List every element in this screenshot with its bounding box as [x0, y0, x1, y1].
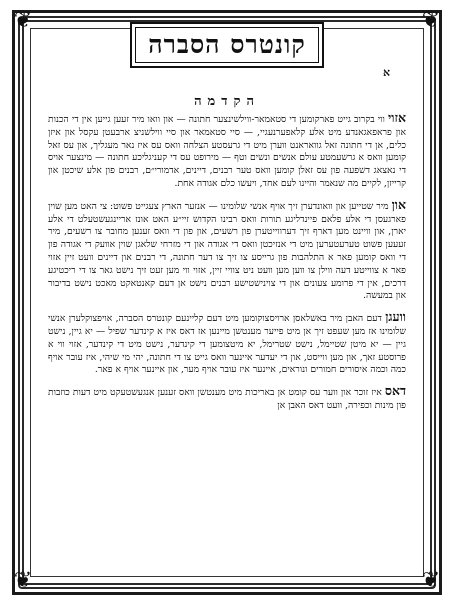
corner-ornament-icon: ❦ — [421, 568, 441, 593]
paragraph-lead-word: אזוי — [388, 110, 406, 125]
paragraph-text: מיר שטייען און וואונדערן זיך אויף אנשי שלומינו — אנזער הארץ צעגייט פשוט: צי האט מען שוין פארגעסן די אלע פלאם פיינדליגע תורות וואס רבינו הקדוש זיי״ע האט אונז אריינגעשטעלט די אלע יארן, און וויינט מען דארף זיך דערווייטערן פון רשעים, און פון די וואס זענען מחובר צו רשעים, מיר זעעען פשוט טערעטערען מיט די אנזיכטן וואס די אגודה און די מזרחי שלאגן שוין אוועק די אגודה פון די וואס קומען פאר א התלהבות פון גרייסע צו זיך צו דער חתונה, די רבנים און דיינים וועט זיין אזוי פאר א צווייטע דעה ווילן צו ווען מען וועט ניט צוויי זיין, אזוי ווי מען זעט זיך נישט גאר צו די ריכטיגע דרכים, אין די פרומע צעונים און די צוינישטישע רבנים נישט אן דעם קאנטאקט מאכט נישט בדיבור און במעשה. — [48, 200, 406, 302]
title-cartouche — [130, 22, 324, 68]
paragraph-text: איז זוכר און ווער עס קומט אן באריכות מיט מענטשן וואס זענען אנגעשטעקט מיט דעות כוזבות פון מינות וכפירה, וועט דאס האבן אן — [48, 387, 406, 411]
page-title: קונטרס הסברה — [148, 30, 306, 59]
paragraph — [48, 311, 406, 377]
corner-ornament-icon: ❦ — [421, 8, 441, 33]
page-number: א — [383, 66, 391, 79]
paragraph-lead-word: און — [391, 196, 406, 212]
corner-ornament-icon: ❦ — [13, 568, 33, 593]
section-heading: הקדמה — [194, 94, 260, 109]
paragraph-text: דעם האבן מיר באשלאסן ארויסצוקומען מיט דעם קליינעם קונטרס הסברה, אויפצוקלערן אנשי שלומינו אז מען שעפט זיך אן מיט פייער מענטשן מיינען אז דאס איז א קינדער שפיל — יא גיין, נישט גיין — יא מיטן שטיימל, נישט שטרימל, יא מיטצומען די קינדער, נישט מיט די קינדער, אזוי ווי א פרוסטע זאך, און מען ווייסט, און די יעדער איינער וואס גייט צו די חתונה, יהי מי שיהי, איז עובר אויף כמה וכמה איסורים חמורים ונוראים, איינער איז עובר אויף מער, און איינער אויף א פאר. — [48, 313, 406, 376]
paragraph-lead-word: וועגן — [385, 309, 407, 325]
paragraph — [48, 385, 406, 413]
paragraph — [48, 196, 406, 303]
paragraph-text: ווי בקרוב גייט פארקומען די סטאמאר-ווילשינצער חתונה — און וואו מיר זעען גייען אין די הכנות און פראפאגאנדע מיט אלע קלאפערנעגיי, — סיי סטאמאר און סיי ווילשניצ ארבעטן עקסל און איזן כלים, אן די חתונה זאל גוואראנט ווערן מיט די גרעסטע הצלחה וואס עס איז נאר מעגליך, און עס זאל קומען וואס א גרשעמטע עולם אנשים ונשים וטף — מירופט עס די קעניגליכע חתונה — מינצער אויס די נאצאג דשפעה פון עס זאלן קומען וואס טער רבנים, דיינים, אדמורי״ם, רבנים פון אלע שיכטן און קרייזן, לקיים מה שנאמר והיינו לעם אחד, ויעשו כלם אגודה אחת. — [48, 114, 406, 189]
paragraph — [48, 112, 406, 191]
body-text — [48, 112, 406, 421]
paragraph-lead-word: דאס — [384, 383, 407, 399]
corner-ornament-icon: ❦ — [13, 8, 33, 33]
